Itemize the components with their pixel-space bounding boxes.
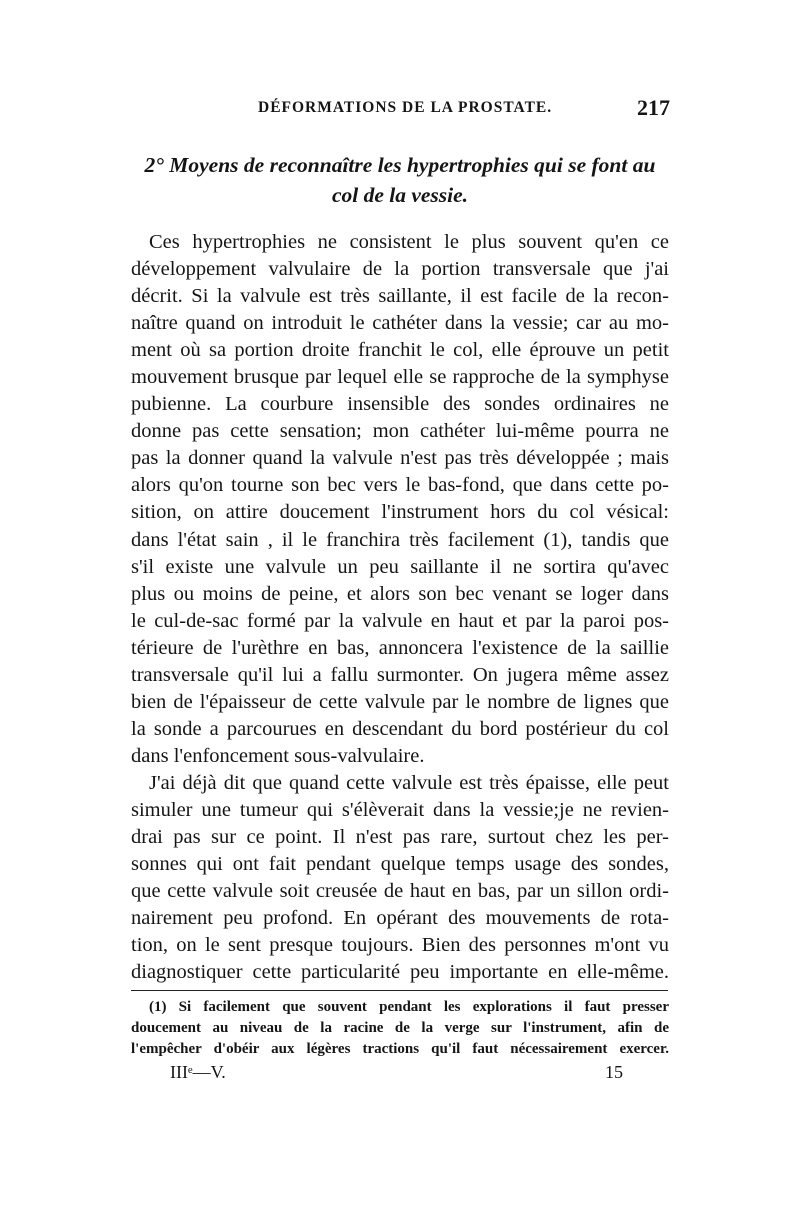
body-line: drai pas sur ce point. Il n'est pas rare, surtout chez les per- — [131, 826, 669, 849]
body-line: simuler une tumeur qui s'élèverait dans la vessie;je ne revien- — [131, 798, 669, 821]
footnote-line: (1) Si facilement que souvent pendant les explorations il faut presser — [149, 999, 669, 1015]
footnote-rule — [131, 990, 668, 991]
body-line: le cul-de-sac formé par la valvule en haut et par la paroi pos- — [131, 609, 669, 632]
footnote — [131, 997, 669, 1060]
page-number: 217 — [637, 95, 670, 120]
body-line: pas la donner quand la valvule n'est pas très développée ; mais — [131, 447, 669, 470]
body-line: tion, on le sent presque toujours. Bien des personnes m'ont vu — [131, 934, 669, 957]
footnote-line: l'empêcher d'obéir aux légères tractions qu'il faut nécessairement exercer. — [131, 1041, 669, 1057]
body-line: ment où sa portion droite franchit le col, elle éprouve un petit — [131, 339, 669, 362]
body-line: bien de l'épaisseur de cette valvule par le nombre de lignes que — [131, 690, 669, 713]
body-line: s'il existe une valvule un peu saillante il ne sortira qu'avec — [131, 555, 669, 578]
body-line: transversale qu'il lui a fallu surmonter. On jugera même assez — [131, 663, 669, 686]
body-line: dans l'état sain , il le franchira très facilement (1), tandis que — [131, 528, 669, 551]
body-line: la sonde a parcourues en descendant du bord postérieur du col — [131, 717, 669, 740]
running-head — [130, 95, 670, 121]
body-line: décrit. Si la valvule est très saillante, il est facile de la recon- — [131, 285, 669, 308]
footnote-line: doucement au niveau de la racine de la verge sur l'instrument, afin de — [131, 1020, 669, 1036]
body-text — [131, 229, 669, 986]
section-title — [130, 150, 670, 210]
body-line: nairement peu profond. En opérant des mouvements de rota- — [131, 907, 669, 930]
sheet-number: 15 — [605, 1062, 623, 1082]
body-line: dans l'enfoncement sous-valvulaire. — [131, 744, 425, 767]
body-line: sition, on attire doucement l'instrument hors du col vésical: — [131, 501, 669, 524]
body-line: développement valvulaire de la portion transversale que j'ai — [131, 258, 669, 281]
body-line: sonnes qui ont fait pendant quelque temps usage des sondes, — [131, 853, 669, 876]
running-title: DÉFORMATIONS DE LA PROSTATE. — [258, 99, 553, 116]
body-line: diagnostiquer cette particularité peu importante en elle-même. — [131, 961, 669, 984]
body-line: donne pas cette sensation; mon cathéter lui-même pourra ne — [131, 420, 669, 443]
body-line: plus ou moins de peine, et alors son bec venant se loger dans — [131, 582, 669, 605]
signature-mark: IIIᵉ—V. — [170, 1062, 226, 1082]
body-line: que cette valvule soit creusée de haut en bas, par un sillon ordi- — [131, 880, 669, 903]
body-line: J'ai déjà dit que quand cette valvule est très épaisse, elle peut — [149, 771, 669, 794]
body-line: térieure de l'urèthre en bas, annoncera l'existence de la saillie — [131, 636, 669, 659]
body-line: alors qu'on tourne son bec vers le bas-fond, que dans cette po- — [131, 474, 669, 497]
section-title-line: col de la vessie. — [331, 183, 469, 207]
section-title-line: 2° Moyens de reconnaître les hypertrophies qui se font au — [144, 153, 656, 177]
body-line: naître quand on introduit le cathéter dans la vessie; car au mo- — [131, 312, 669, 335]
body-line: Ces hypertrophies ne consistent le plus souvent qu'en ce — [149, 231, 669, 253]
body-line: mouvement brusque par lequel elle se rapproche de la symphyse — [131, 366, 669, 389]
body-line: pubienne. La courbure insensible des sondes ordinaires ne — [131, 393, 669, 416]
